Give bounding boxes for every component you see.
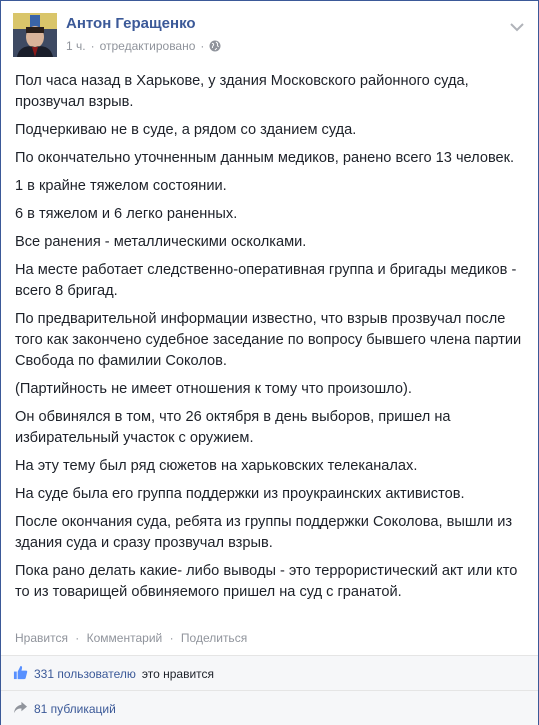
post-paragraph: Он обвинялся в том, что 26 октября в день выборов, пришел на избирательный участок с оружием. — [15, 409, 451, 446]
post-paragraph: По окончательно уточненным данным медиков, ранено всего 13 человек. — [15, 150, 515, 166]
likes-count-link[interactable]: 331 пользователю — [34, 667, 136, 681]
post-header — [13, 13, 526, 61]
post-actions — [15, 631, 247, 645]
post-meta — [66, 39, 221, 53]
share-arrow-icon — [13, 701, 28, 717]
post-paragraph: Пока рано делать какие- либо выводы - это террористический акт или кто то из товарищей обвиняемого пришел на суд с гранатой. — [15, 563, 518, 600]
likes-suffix: это нравится — [141, 667, 214, 681]
share-link[interactable]: Поделиться — [180, 631, 248, 645]
avatar-image — [13, 13, 57, 57]
like-link[interactable]: Нравится — [15, 631, 68, 645]
post-body — [15, 71, 525, 610]
shares-summary[interactable] — [13, 701, 116, 717]
globe-icon[interactable] — [209, 40, 221, 52]
shares-count[interactable]: 81 публикаций — [34, 702, 116, 716]
edited-label[interactable]: отредактировано — [99, 39, 196, 53]
meta-separator: · — [200, 39, 205, 53]
post-paragraph: По предварительной информации известно, что взрыв прозвучал после того как закончено судебное заседание по вопросу бывшего члена партии Свобода по фамилии Соколов. — [15, 311, 522, 369]
meta-separator: · — [90, 39, 95, 53]
post-paragraph: На месте работает следственно-оперативная группа и бригады медиков - всего 8 бригад. — [15, 262, 517, 299]
post-paragraph: (Партийность не имеет отношения к тому что произошло). — [15, 381, 412, 397]
author-name[interactable]: Антон Геращенко — [66, 15, 196, 32]
post-paragraph: Пол часа назад в Харькове, у здания Московского районного суда, прозвучал взрыв. — [15, 73, 469, 110]
post-paragraph: 1 в крайне тяжелом состоянии. — [15, 178, 227, 194]
post-timestamp[interactable]: 1 ч. — [66, 39, 86, 53]
post-paragraph: На суде была его группа поддержки из проукраинских активистов. — [15, 486, 465, 502]
post-paragraph: 6 в тяжелом и 6 легко раненных. — [15, 206, 238, 222]
feedback-divider — [1, 690, 538, 691]
action-separator: · — [169, 631, 174, 645]
post-paragraph: Подчеркиваю не в суде, а рядом со зданием суда. — [15, 122, 357, 138]
action-separator: · — [75, 631, 80, 645]
post-paragraph: На эту тему был ряд сюжетов на харьковских телеканалах. — [15, 458, 418, 474]
avatar[interactable] — [13, 13, 57, 57]
chevron-down-icon[interactable] — [510, 19, 524, 29]
post-paragraph: После окончания суда, ребята из группы поддержки Соколова, вышли из здания суда и сразу прозвучал взрыв. — [15, 514, 513, 551]
comment-link[interactable]: Комментарий — [86, 631, 163, 645]
post-paragraph: Все ранения - металлическими осколками. — [15, 234, 307, 250]
thumbs-up-icon — [13, 665, 28, 683]
feedback-panel — [1, 655, 538, 725]
likes-summary — [13, 665, 214, 683]
